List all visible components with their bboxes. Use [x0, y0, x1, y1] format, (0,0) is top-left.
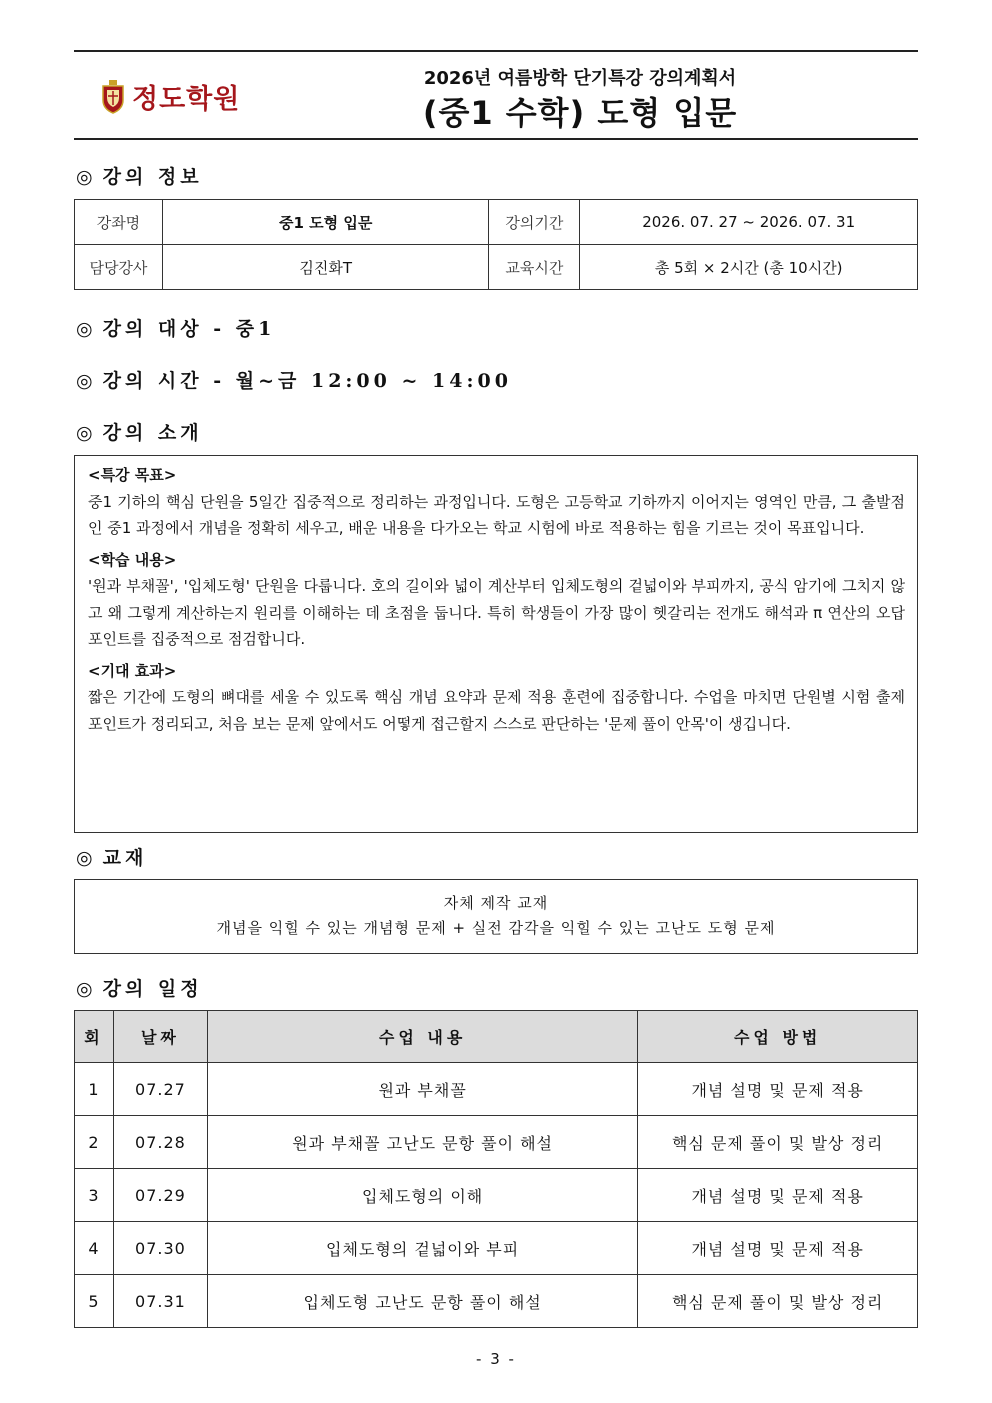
section-mark: ◎ [76, 166, 93, 188]
table-row [75, 1063, 918, 1116]
crest-icon [100, 78, 126, 114]
hours-label: 교육시간 [489, 245, 580, 290]
goal-text: 중1 기하의 핵심 단원을 5일간 집중적으로 정리하는 과정입니다. 도형은 고등학교 기하까지 이어지는 영역인 만큼, 그 출발점인 중1 과정에서 개념을 정확히 세우고, 배운 내용을 다가오는 학교 시험에 바로 적용하는 힘을 기르는 것이 목표입니다. [88, 492, 905, 537]
date-cell: 07.30 [113, 1222, 207, 1275]
table-row [75, 1222, 918, 1275]
method-cell: 개념 설명 및 문제 적용 [638, 1222, 918, 1275]
table-row [75, 200, 918, 245]
session-cell: 4 [75, 1222, 114, 1275]
section-info-heading [76, 162, 203, 189]
header-content: 수업 내용 [207, 1011, 637, 1063]
session-cell: 3 [75, 1169, 114, 1222]
course-period-label: 강의기간 [489, 200, 580, 245]
section-intro-heading [76, 418, 203, 445]
section-textbook-heading [76, 843, 147, 870]
header-method: 수업 방법 [638, 1011, 918, 1063]
header-bottom-rule [74, 138, 918, 140]
section-mark: ◎ [76, 370, 93, 392]
section-mark: ◎ [76, 422, 93, 444]
session-cell: 1 [75, 1063, 114, 1116]
method-cell: 개념 설명 및 문제 적용 [638, 1169, 918, 1222]
effect-text: 짧은 기간에 도형의 뼈대를 세울 수 있도록 핵심 개념 요약과 문제 적용 훈련에 집중합니다. 수업을 마치면 단원별 시험 출제 포인트가 정리되고, 처음 보는 문제 앞에서도 어떻게 접근할지 스스로 판단하는 '문제 풀이 안목'이 생깁니다. [88, 688, 905, 733]
schedule-header-row [75, 1011, 918, 1063]
section-info-label: 강의 정보 [102, 166, 203, 188]
course-intro-box [74, 455, 918, 833]
course-name-label: 강좌명 [75, 200, 163, 245]
method-cell: 핵심 문제 풀이 및 발상 정리 [638, 1275, 918, 1328]
content-heading: <학습 내용> [88, 550, 177, 569]
schedule-table [74, 1010, 918, 1328]
table-row [75, 1169, 918, 1222]
course-info-table [74, 199, 918, 290]
content-text: '원과 부채꼴', '입체도형' 단원을 다룹니다. 호의 길이와 넓이 계산부터 입체도형의 겉넓이와 부피까지, 공식 암기에 그치지 않고 왜 그렇게 계산하는지 원리를 이해하는 데 초점을 둡니다. 특히 학생들이 가장 많이 헷갈리는 전개도 해석과 π 연산의 오답 포인트를 집중적으로 점검합니다. [88, 577, 905, 648]
table-row [75, 245, 918, 290]
date-cell: 07.27 [113, 1063, 207, 1116]
method-cell: 개념 설명 및 문제 적용 [638, 1063, 918, 1116]
teacher-label: 담당강사 [75, 245, 163, 290]
section-target-label: 강의 대상 - 중1 [102, 318, 276, 340]
session-cell: 5 [75, 1275, 114, 1328]
section-textbook-label: 교재 [102, 847, 148, 869]
textbook-line-1: 자체 제작 교재 [443, 894, 549, 912]
section-time-heading [76, 366, 512, 393]
textbook-line-2: 개념을 익힐 수 있는 개념형 문제 + 실전 감각을 익힐 수 있는 고난도 도형 문제 [216, 919, 776, 937]
section-mark: ◎ [76, 318, 93, 340]
logo-text: 정도학원 [132, 83, 241, 115]
section-intro-label: 강의 소개 [102, 422, 203, 444]
course-name-value: 중1 도형 입문 [162, 200, 489, 245]
header-date: 날짜 [113, 1011, 207, 1063]
course-period-value: 2026. 07. 27 ~ 2026. 07. 31 [580, 200, 918, 245]
content-cell: 원과 부채꼴 고난도 문항 풀이 해설 [207, 1116, 637, 1169]
content-cell: 입체도형의 겉넓이와 부피 [207, 1222, 637, 1275]
effect-heading: <기대 효과> [88, 661, 177, 680]
goal-heading: <특강 목표> [88, 466, 177, 484]
document-title: (중1 수학) 도형 입문 [422, 94, 738, 132]
date-cell: 07.29 [113, 1169, 207, 1222]
header-top-rule [74, 50, 918, 52]
section-mark: ◎ [76, 847, 93, 869]
section-time-label: 강의 시간 - 월~금 12:00 ~ 14:00 [102, 370, 512, 392]
content-cell: 입체도형 고난도 문항 풀이 해설 [207, 1275, 637, 1328]
table-row [75, 1275, 918, 1328]
textbook-box [74, 879, 918, 954]
teacher-value: 김진화T [162, 245, 489, 290]
section-schedule-label: 강의 일정 [102, 978, 203, 1000]
academy-logo [100, 76, 240, 116]
section-target-heading [76, 314, 275, 341]
content-cell: 원과 부채꼴 [207, 1063, 637, 1116]
hours-value: 총 5회 × 2시간 (총 10시간) [580, 245, 918, 290]
section-schedule-heading [76, 974, 203, 1001]
date-cell: 07.31 [113, 1275, 207, 1328]
content-cell: 입체도형의 이해 [207, 1169, 637, 1222]
session-cell: 2 [75, 1116, 114, 1169]
document-subtitle: 2026년 여름방학 단기특강 강의계획서 [423, 68, 737, 89]
page-number: - 3 - [476, 1350, 516, 1368]
date-cell: 07.28 [113, 1116, 207, 1169]
table-row [75, 1116, 918, 1169]
section-mark: ◎ [76, 978, 93, 1000]
method-cell: 핵심 문제 풀이 및 발상 정리 [638, 1116, 918, 1169]
header-session: 회 [75, 1011, 114, 1063]
